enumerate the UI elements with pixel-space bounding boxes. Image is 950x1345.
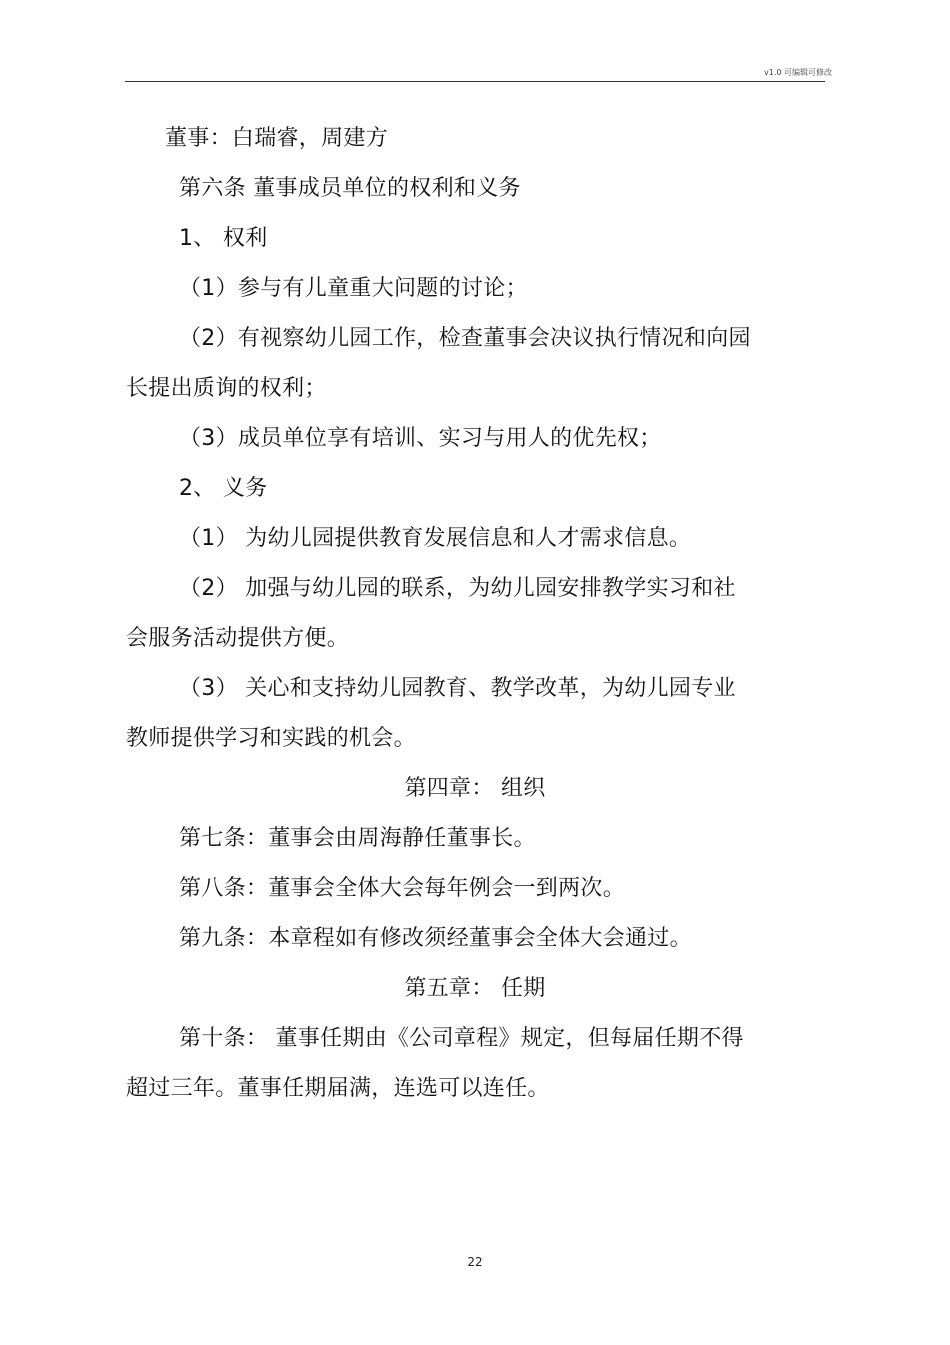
article-ten-line-2: 超过三年。董事任期届满，连选可以连任。 bbox=[126, 1076, 550, 1101]
duties-item-3-line-1: （3） 关心和支持幼儿园教育、教学改革，为幼儿园专业 bbox=[179, 676, 736, 701]
rights-item-2-line-2: 长提出质询的权利； bbox=[126, 376, 327, 401]
article-six-heading: 第六条 董事成员单位的权利和义务 bbox=[179, 176, 521, 201]
chapter-four-heading: 第四章： 组织 bbox=[404, 776, 546, 801]
rights-item-3: （3）成员单位享有培训、实习与用人的优先权； bbox=[179, 426, 662, 451]
rights-item-2-line-1: （2）有视察幼儿园工作，检查董事会决议执行情况和向园 bbox=[179, 326, 751, 351]
rights-item-1: （1）参与有儿童重大问题的讨论； bbox=[179, 276, 528, 301]
directors-line: 董事：白瑞睿，周建方 bbox=[165, 126, 389, 151]
article-ten-line-1: 第十条： 董事任期由《公司章程》规定，但每届任期不得 bbox=[179, 1026, 744, 1051]
duties-heading: 2、 义务 bbox=[179, 476, 268, 501]
article-eight: 第八条：董事会全体大会每年例会一到两次。 bbox=[179, 876, 626, 901]
header-version-label: v1.0 可编辑可修改 bbox=[764, 68, 832, 77]
header-divider bbox=[125, 81, 825, 82]
article-seven: 第七条：董事会由周海静任董事长。 bbox=[179, 826, 536, 851]
duties-item-1: （1） 为幼儿园提供教育发展信息和人才需求信息。 bbox=[179, 526, 692, 551]
duties-item-2-line-2: 会服务活动提供方便。 bbox=[126, 626, 350, 651]
article-nine: 第九条：本章程如有修改须经董事会全体大会通过。 bbox=[179, 926, 692, 951]
rights-heading: 1、 权利 bbox=[179, 226, 268, 251]
duties-item-2-line-1: （2） 加强与幼儿园的联系，为幼儿园安排教学实习和社 bbox=[179, 576, 736, 601]
duties-item-3-line-2: 教师提供学习和实践的机会。 bbox=[126, 726, 416, 751]
chapter-five-heading: 第五章： 任期 bbox=[404, 976, 546, 1001]
page-number: 22 bbox=[467, 1255, 483, 1269]
